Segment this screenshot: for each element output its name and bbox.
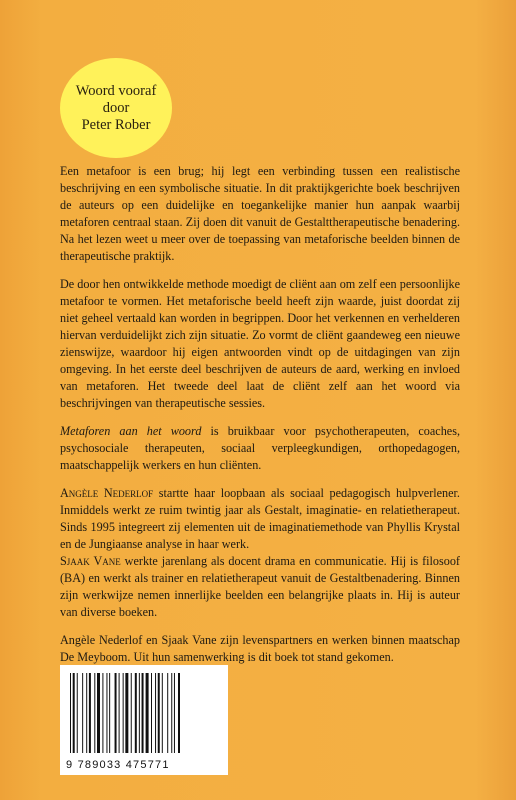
blurb-paragraph-3 [60, 423, 460, 474]
badge-line-2: door [102, 99, 130, 116]
badge-line-1: Woord vooraf [75, 82, 157, 99]
blurb-text [60, 163, 460, 677]
author-name-vane: Sjaak Vane [60, 554, 121, 568]
isbn-number: 9 789033 475771 [66, 759, 170, 771]
barcode-icon [68, 673, 220, 753]
author-bio-vane [60, 553, 460, 621]
barcode-panel [60, 665, 228, 775]
author-name-nederlof: Angèle Nederlof [60, 486, 154, 500]
bio-text-vane: werkte jarenlang als docent drama en communicatie. Hij is filosoof (BA) en werkt als trainer en relatietherapeut vanuit de Gestaltbenadering. Binnen zijn werkwijze nemen innerlijke beelden een belangrijke plaats in. Hij is auteur van diverse boeken. [60, 554, 460, 619]
book-title: Metaforen aan het woord [60, 424, 202, 438]
bio-text-nederlof: startte haar loopbaan als sociaal pedagogisch hulpverlener. Inmiddels werkt ze ruim twintig jaar als Gestalt, imaginatie- en relatietherapeut. Sinds 1995 integreert zij elementen uit de imaginatiemethode van Phyllis Krystal en de Jungiaanse analyse in haar werk. [60, 486, 460, 551]
foreword-badge [60, 58, 172, 158]
badge-line-3: Peter Rober [81, 116, 151, 133]
blurb-paragraph-1: Een metafoor is een brug; hij legt een verbinding tussen een realistische beschrijving en een symbolische situatie. In dit praktijkgerichte boek beschrijven de auteurs op een duidelijke en toegankelijke manier hun aanpak waarbij metaforen centraal staan. Zij doen dit vanuit de Gestalttherapeutische benadering. Na het lezen weet u meer over de toepassing van metaforische beelden binnen de therapeutische praktijk. [60, 164, 460, 263]
blurb-paragraph-closing: Angèle Nederlof en Sjaak Vane zijn levenspartners en werken binnen maatschap De Meyboom. Uit hun samenwerking is dit boek tot stand gekomen. [60, 633, 460, 664]
audience-text: is bruikbaar voor psychotherapeuten, coaches, psychosociale therapeuten, sociaal verpleegkundigen, orthopedagogen, maatschappelijk werkers en hun cliënten. [60, 424, 461, 472]
author-bio-nederlof [60, 485, 460, 553]
blurb-paragraph-2: De door hen ontwikkelde methode moedigt de cliënt aan om zelf een persoonlijke metafoor te vormen. Het metaforische beeld heeft zijn waarde, juist doordat zij niet geheel vertaald kan worden in begrippen. Door het verkennen en verhelderen hiervan verduidelijkt zich zijn situatie. Zo vormt de cliënt gaandeweg een nieuwe zienswijze, waardoor hij eigen antwoorden vindt op de uitdagingen van zijn omgeving. In het eerste deel beschrijven de auteurs de aard, werking en invloed van metaforen. Het tweede deel laat de cliënt zelf aan het woord via beschrijvingen van therapeutische sessies. [60, 277, 460, 410]
